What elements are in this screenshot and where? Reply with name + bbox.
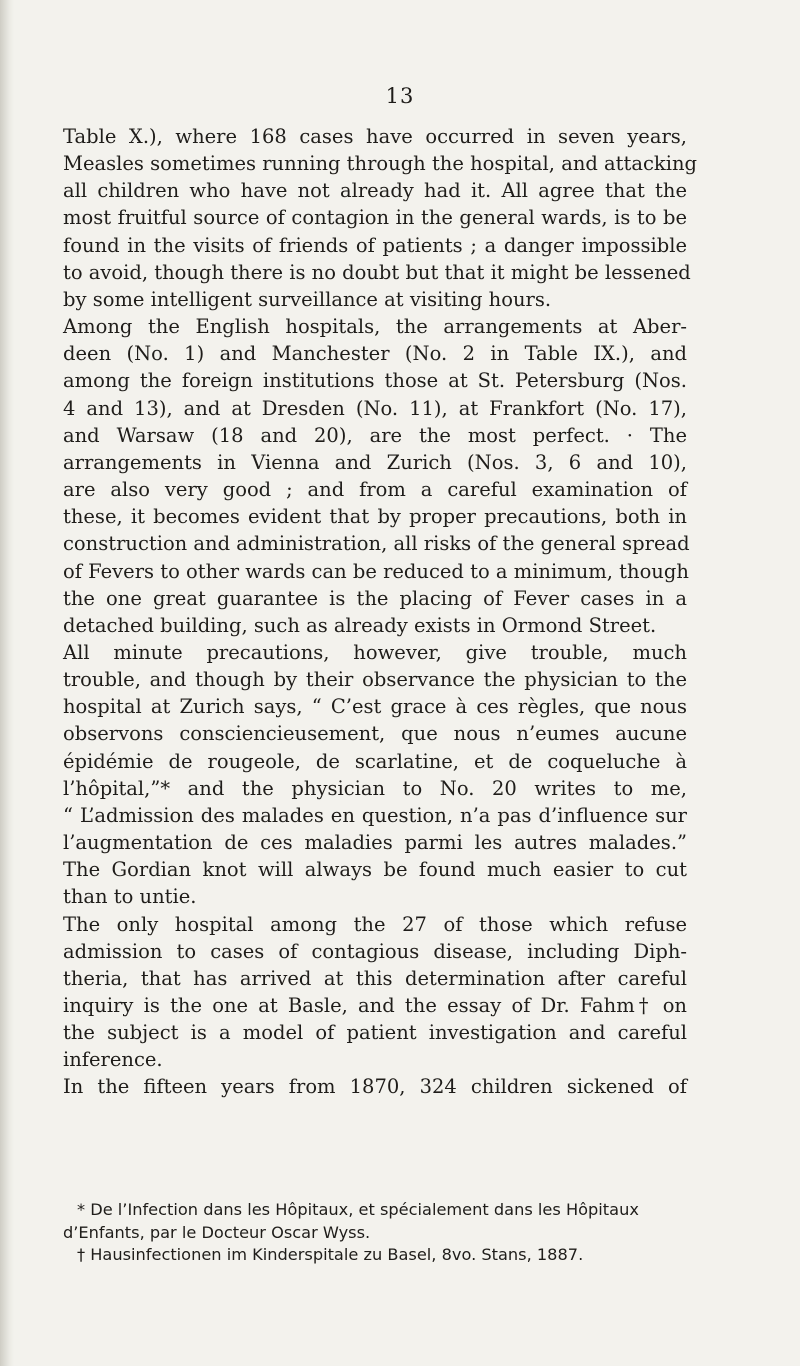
text-line: “ L’admission des malades en question, n’a pas d’influence sur [63,803,687,827]
text-line: l’augmentation de ces maladies parmi les autres malades.” [63,831,687,855]
text-line: Measles sometimes running through the hospital, and attacking [63,152,697,176]
text-line: detached building, such as already exists in Ormond Street. [63,613,657,637]
body-text [63,123,697,1101]
text-line: l’hôpital,”* and the physician to No. 20 writes to me, [63,776,687,800]
text-line: All minute precautions, however, give trouble, much [63,640,687,664]
text-line: to avoid, though there is no doubt but that it might be lessened [63,260,691,284]
text-line: arrangements in Vienna and Zurich (Nos. 3, 6 and 10), [63,450,687,474]
text-line: The Gordian knot will always be found much easier to cut [63,858,687,882]
text-line: deen (No. 1) and Manchester (No. 2 in Table IX.), and [63,342,687,366]
text-line: all children who have not already had it. All agree that the [63,179,687,203]
text-line: the subject is a model of patient investigation and careful [63,1021,687,1045]
text-line: are also very good ; and from a careful examination of [63,478,687,502]
page-number: 13 [385,84,415,108]
text-line: the one great guarantee is the placing of Fever cases in a [63,586,687,610]
text-line: theria, that has arrived at this determination after careful [63,966,687,990]
text-line: these, it becomes evident that by proper precautions, both in [63,505,687,529]
text-line: by some intelligent surveillance at visiting hours. [63,287,552,311]
text-line: hospital at Zurich says, “ C’est grace à ces règles, que nous [63,695,687,719]
text-line: than to untie. [63,885,197,909]
footnote-line: † Hausinfectionen im Kinderspitale zu Basel, 8vo. Stans, 1887. [77,1245,584,1264]
text-line: 4 and 13), and at Dresden (No. 11), at Frankfort (No. 17), [63,396,687,420]
footnotes [63,1199,687,1267]
text-line: found in the visits of friends of patients ; a danger impossible [63,233,687,257]
text-line: and Warsaw (18 and 20), are the most perfect. · The [63,423,687,447]
footnote-line: * De l’Infection dans les Hôpitaux, et spécialement dans les Hôpitaux [77,1200,639,1219]
text-line: épidémie de rougeole, de scarlatine, et de coqueluche à [63,749,687,773]
text-line: trouble, and though by their observance the physician to the [63,668,687,692]
text-line: Among the English hospitals, the arrangements at Aber- [63,315,687,339]
footnote-line: d’Enfants, par le Docteur Oscar Wyss. [63,1222,371,1242]
text-line: among the foreign institutions those at St. Petersburg (Nos. [63,369,687,393]
text-line: Table X.), where 168 cases have occurred in seven years, [63,125,687,148]
page-binding-edge [0,0,14,1366]
text-line: most fruitful source of contagion in the general wards, is to be [63,206,687,230]
text-line: The only hospital among the 27 of those which refuse [63,912,687,936]
text-line: of Fevers to other wards can be reduced to a minimum, though [63,559,689,583]
text-line: observons consciencieusement, que nous n’eumes aucune [63,722,687,746]
text-line: In the fifteen years from 1870, 324 children sickened of [63,1075,687,1099]
text-line: construction and administration, all risks of the general spread [63,532,690,556]
text-line: inference. [63,1048,163,1072]
text-line: admission to cases of contagious disease, including Diph- [63,939,687,963]
text-line: inquiry is the one at Basle, and the essay of Dr. Fahm† on [63,994,687,1017]
